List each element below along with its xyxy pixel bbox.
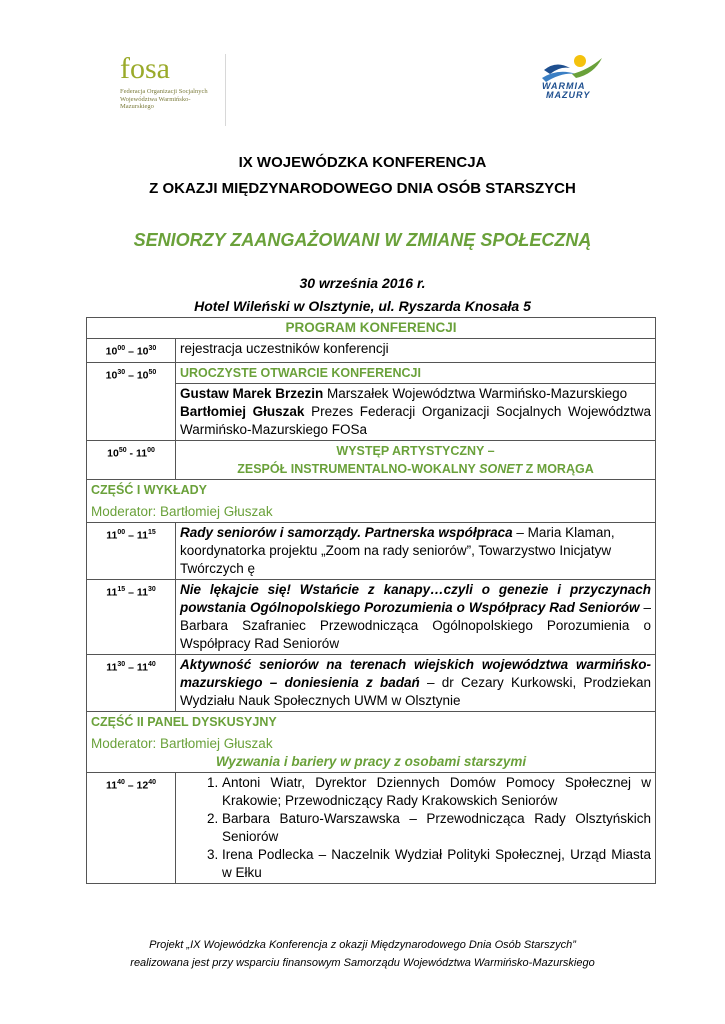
table-row: [87, 479, 656, 522]
program-table: [86, 317, 656, 884]
title-line-1: IX WOJEWÓDZKA KONFERENCJA: [238, 154, 487, 171]
lecture-item: Nie lękajcie się! Wstańcie z kanapy…czyli o genezie i przyczynach powstania Ogólnopolskiego Porozumienia o Współpracy Rad Seniorów – Barbara Szafraniec Przewodnicząca Ogólnopolskiego Porozumienia o Współpracy Rad Seniorów: [176, 579, 656, 654]
table-row: [87, 318, 656, 339]
time-slot: $11^{30} - 11^{40}$: [87, 654, 176, 711]
conference-theme: SENIORZY ZAANGAŻOWANI W ZMIANĘ SPOŁECZNĄ: [133, 230, 592, 250]
opening-speakers: Gustaw Marek Brzezin Marszałek Województwa Warmińsko-Mazurskiego Bartłomiej Głuszak Prezes Federacji Organizacji Socjalnych Województwa Warmińsko-Mazurskiego FOSa: [176, 383, 656, 440]
warmia-mazury-emblem-icon: [536, 52, 608, 82]
opening-heading: UROCZYSTE OTWARCIE KONFERENCJI: [176, 362, 656, 383]
time-slot: $11^{00} - 11^{15}$: [87, 522, 176, 579]
table-row: [87, 339, 656, 363]
registration-item: rejestracja uczestników konferencji: [176, 339, 656, 363]
list-item: 1. Antoni Wiatr, Dyrektor Dziennych Domów Pomocy Społecznej w Krakowie; Przewodniczący Rady Krakowskich Seniorów: [222, 774, 651, 810]
fosa-logo: [112, 50, 230, 128]
panel-topic: Wyzwania i bariery w pracy z osobami starszymi: [215, 753, 527, 769]
list-item: 2. Barbara Baturo-Warszawska – Przewodnicząca Rady Olsztyńskich Seniorów: [222, 810, 651, 846]
program-header: PROGRAM KONFERENCJI: [87, 318, 656, 339]
table-row: [87, 654, 656, 711]
time-slot: $10^{30} - 10^{50}$: [87, 362, 176, 440]
time-slot: $10^{00} - 10^{30}$: [87, 339, 176, 363]
warmia-mazury-text: WARMIA MAZURY: [542, 81, 591, 100]
part-2-header: CZĘŚĆ II PANEL DYSKUSYJNY Moderator: Bartłomiej Głuszak Wyzwania i bariery w pracy z osobami starszymi: [87, 711, 656, 772]
fosa-divider: [225, 54, 226, 126]
conference-venue: Hotel Wileński w Olsztynie, ul. Ryszarda Knosała 5: [194, 298, 531, 314]
footer-note: Projekt „IX Wojewódzka Konferencja z okazji Międzynarodowego Dnia Osób Starszych” realizowana jest przy wsparciu finansowym Samorządu Województwa Warmińsko-Mazurskiego: [130, 939, 595, 969]
performance-item: WYSTĘP ARTYSTYCZNY – ZESPÓŁ INSTRUMENTALNO-WOKALNY SONET Z MORĄGA: [176, 440, 656, 479]
list-item: 3. Irena Podlecka – Naczelnik Wydział Polityki Społecznej, Urząd Miasta w Ełku: [222, 846, 651, 882]
conference-date: 30 września 2016 r.: [299, 275, 426, 291]
table-row: [87, 579, 656, 654]
fosa-logo-word: fosa: [120, 52, 170, 85]
time-slot: $11^{40} - 12^{40}$: [87, 772, 176, 883]
table-row: [87, 772, 656, 883]
lecture-item: Rady seniorów i samorządy. Partnerska współpraca – Maria Klaman, koordynatorka projektu „Zoom na rady seniorów”, Towarzystwo Inicjatyw Twórczych ę: [176, 522, 656, 579]
table-row: [87, 522, 656, 579]
title-line-2: Z OKAZJI MIĘDZYNARODOWEGO DNIA OSÓB STARSZYCH: [149, 180, 576, 197]
fosa-logo-subtitle: Federacja Organizacji Socjalnych Województwa Warmińsko-Mazurskiego: [120, 88, 208, 110]
table-row: [87, 440, 656, 479]
panelists-list: [176, 772, 656, 883]
lecture-item: Aktywność seniorów na terenach wiejskich województwa warmińsko-mazurskiego – doniesienia z badań – dr Cezary Kurkowski, Prodziekan Wydziału Nauk Społecznych UWM w Olsztynie: [176, 654, 656, 711]
warmia-mazury-logo: [536, 52, 608, 110]
time-slot: $11^{15} - 11^{30}$: [87, 579, 176, 654]
table-row: [87, 711, 656, 772]
time-slot: $10^{50} - 11^{00}$: [87, 440, 176, 479]
part-1-header: CZĘŚĆ I WYKŁADY Moderator: Bartłomiej Głuszak: [87, 479, 656, 522]
table-row: [87, 362, 656, 383]
